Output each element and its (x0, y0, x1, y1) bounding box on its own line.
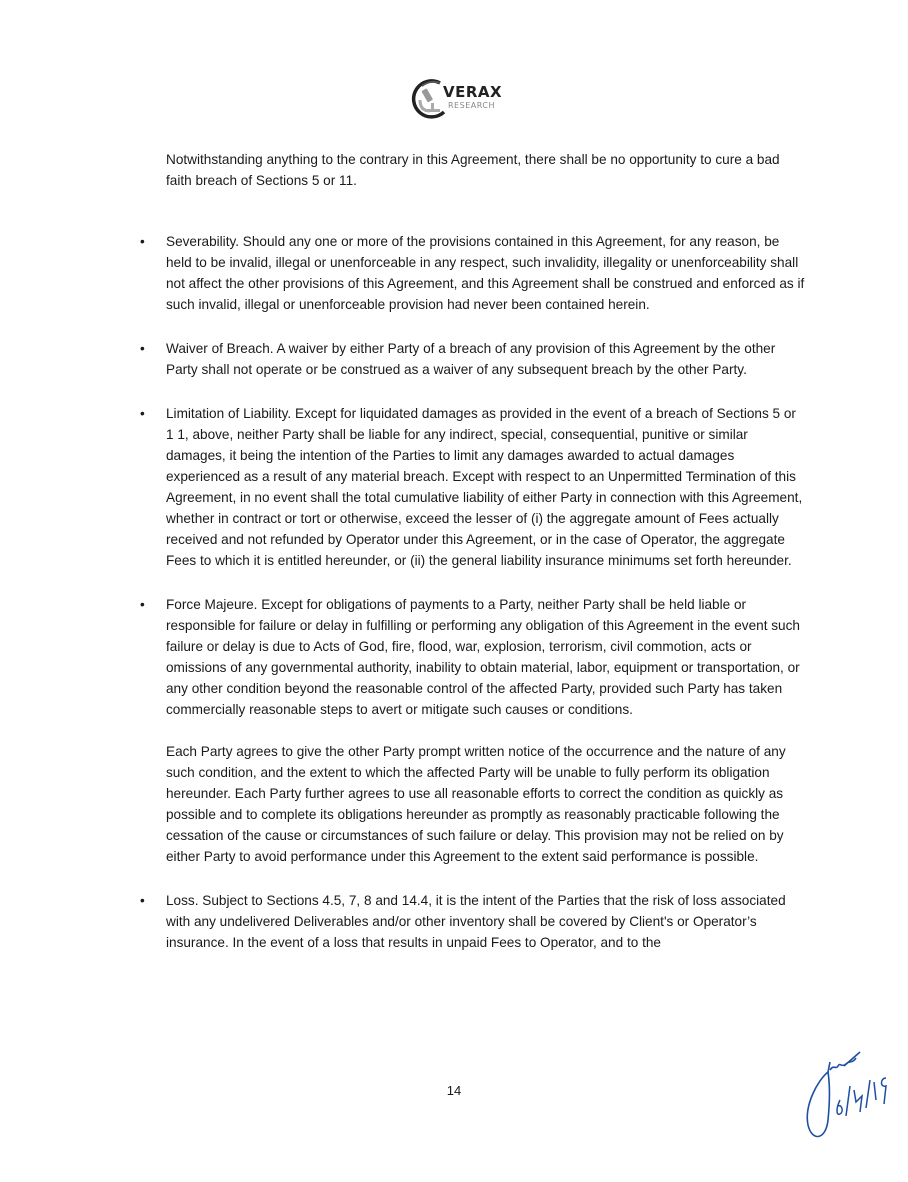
logo-title: VERAX (443, 83, 503, 101)
bullet-icon: • (140, 406, 145, 421)
clause-text: Limitation of Liability. Except for liquidated damages as provided in the event of a breach of Sections 5 or 1 1, above, neither Party shall be liable for any indirect, special, consequential, punitive or similar damages, it being the intention of the Parties to limit any damages awarded to actual damages experienced as a result of any material breach. Except with respect to an Unpermitted Termination of this Agreement, in no event shall the total cumulative liability of either Party in connection with this Agreement, whether in contract or tort or otherwise, exceed the lesser of (i) the aggregate amount of Fees actually received and not refunded by Operator under this Agreement, or in the case of Operator, the aggregate Fees to which it is entitled hereunder, or (ii) the general liability insurance minimums set forth hereunder. (166, 406, 803, 568)
intro-paragraph: Notwithstanding anything to the contrary in this Agreement, there shall be no opportunity to cure a bad faith breach of Sections 5 or 11. (166, 152, 780, 188)
clause-continuation: Each Party agrees to give the other Party prompt written notice of the occurrence and the nature of any such condition, and the extent to which the affected Party will be unable to fully perform its obligation hereunder. Each Party further agrees to use all reasonable efforts to correct the condition as quickly as possible and to complete its obligations hereunder as promptly as reasonably practicable following the cessation of the cause or circumstances of such failure or delay. This provision may not be relied on by either Party to avoid performance under this Agreement to the extent said performance is possible. (166, 744, 786, 864)
clause-force-majeure (140, 594, 806, 867)
handwritten-initials-icon (800, 1050, 900, 1150)
logo-subtitle: RESEARCH (448, 101, 495, 110)
bullet-icon: • (140, 893, 145, 908)
clause-loss (140, 890, 806, 953)
clause-text: Waiver of Breach. A waiver by either Party of a breach of any provision of this Agreement by the other Party shall not operate or be construed as a waiver of any subsequent breach by the other Party. (166, 341, 776, 377)
page-number: 14 (446, 1083, 462, 1098)
clause-text: Severability. Should any one or more of the provisions contained in this Agreement, for any reason, be held to be invalid, illegal or unenforceable in any respect, such invalidity, illegality or unenforceability shall not affect the other provisions of this Agreement, and this Agreement shall be construed and enforced as if such invalid, illegal or unenforceable provision had never been contained herein. (166, 234, 805, 312)
document-body (140, 149, 806, 953)
bullet-icon: • (140, 597, 145, 612)
clause-text: Force Majeure. Except for obligations of payments to a Party, neither Party shall be held liable or responsible for failure or delay in fulfilling or performing any obligation of this Agreement in the event such failure or delay is due to Acts of God, fire, flood, war, explosion, terrorism, civil commotion, acts or omissions of any governmental authority, inability to obtain material, labor, equipment or transportation, or any other condition beyond the reasonable control of the affected Party, provided such Party has taken commercially reasonable steps to avert or mitigate such causes or conditions. (166, 597, 800, 717)
clause-text: Loss. Subject to Sections 4.5, 7, 8 and 14.4, it is the intent of the Parties that the risk of loss associated with any undelivered Deliverables and/or other inventory shall be covered by Client's or Operator’s insurance. In the event of a loss that results in unpaid Fees to Operator, and to the (166, 893, 786, 950)
clause-severability (140, 231, 806, 315)
verax-research-logo (410, 78, 520, 120)
bullet-icon: • (140, 341, 145, 356)
clause-waiver-of-breach (140, 338, 806, 380)
clause-limitation-of-liability (140, 403, 806, 571)
bullet-icon: • (140, 234, 145, 249)
